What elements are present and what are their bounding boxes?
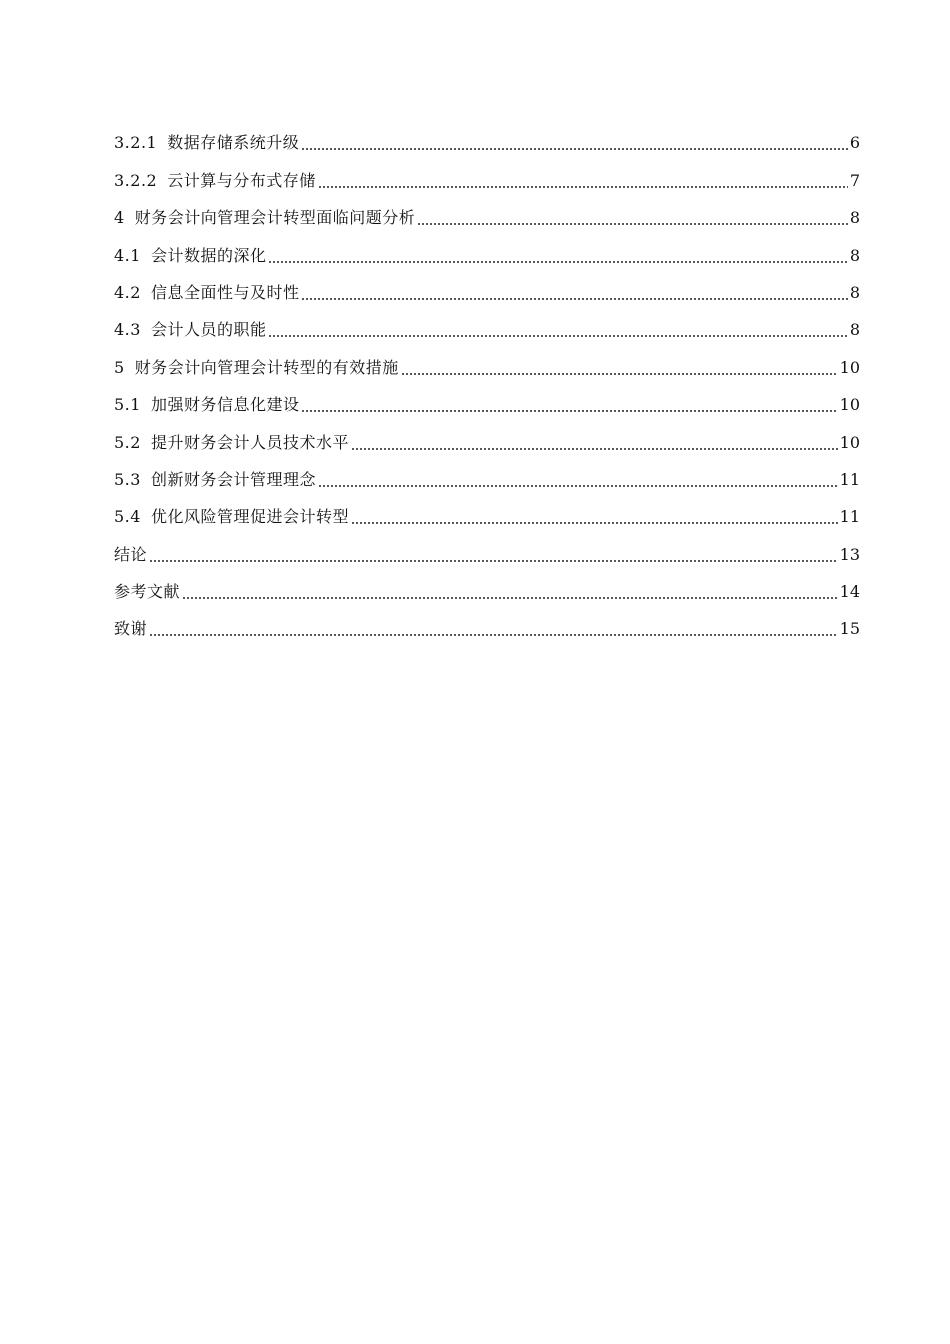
toc-entry[interactable]: [114, 568, 860, 605]
toc-entry-title: 参考文献: [114, 582, 181, 602]
toc-entry-label: [114, 467, 316, 493]
toc-entry-title: 云计算与分布式存储: [167, 170, 316, 190]
toc-entry-label: [114, 430, 349, 456]
toc-entry-page: 8: [849, 208, 860, 228]
toc-entry-title: 优化风险管理促进会计转型: [150, 507, 349, 527]
toc-entry-page: 8: [849, 245, 860, 265]
toc-dot-leader: [351, 448, 838, 450]
toc-entry-number: 4: [114, 208, 125, 228]
toc-entry-title: 数据存储系统升级: [167, 133, 300, 153]
toc-entry[interactable]: [114, 343, 860, 380]
toc-entry-page: 14: [839, 582, 860, 602]
toc-entry-label: [114, 504, 349, 530]
toc-entry-page: 6: [849, 133, 860, 153]
toc-entry-label: [114, 616, 147, 642]
toc-entry-page: 10: [839, 432, 860, 452]
toc-dot-leader: [149, 634, 838, 636]
toc-entry-number: 4.1: [114, 245, 141, 265]
table-of-contents: [114, 119, 860, 642]
toc-entry-title: 会计人员的职能: [150, 320, 267, 340]
toc-entry[interactable]: [114, 231, 860, 268]
toc-entry-number: 5.3: [114, 469, 141, 489]
toc-entry-title: 会计数据的深化: [150, 245, 267, 265]
toc-entry-title: 加强财务信息化建设: [150, 395, 300, 415]
toc-entry-number: 5: [114, 357, 125, 377]
toc-entry-page: 11: [839, 469, 860, 489]
toc-dot-leader: [301, 410, 837, 412]
toc-entry-page: 10: [839, 357, 860, 377]
toc-dot-leader: [149, 560, 838, 562]
toc-entry[interactable]: [114, 194, 860, 231]
toc-dot-leader: [318, 485, 838, 487]
toc-entry-number: 5.4: [114, 507, 141, 527]
toc-entry-page: 15: [839, 619, 860, 639]
toc-entry-page: 8: [849, 282, 860, 302]
toc-entry[interactable]: [114, 605, 860, 642]
toc-entry-label: [114, 130, 299, 156]
toc-entry-title: 财务会计向管理会计转型面临问题分析: [134, 208, 416, 228]
toc-entry-label: [114, 168, 316, 194]
toc-dot-leader: [268, 261, 847, 263]
toc-entry-page: 8: [849, 320, 860, 340]
toc-entry-title: 提升财务会计人员技术水平: [150, 432, 349, 452]
toc-entry-title: 结论: [114, 544, 148, 564]
toc-entry-number: 5.1: [114, 395, 141, 415]
toc-entry-number: 3.2.1: [114, 133, 158, 153]
toc-entry-number: 4.2: [114, 282, 141, 302]
toc-entry-number: 3.2.2: [114, 170, 158, 190]
toc-entry-title: 致谢: [114, 619, 148, 639]
toc-entry[interactable]: [114, 119, 860, 156]
toc-dot-leader: [301, 298, 847, 300]
toc-dot-leader: [401, 373, 838, 375]
toc-entry-label: [114, 579, 180, 605]
toc-entry-label: [114, 243, 266, 269]
toc-dot-leader: [417, 223, 848, 225]
toc-entry-page: 11: [839, 507, 860, 527]
toc-entry[interactable]: [114, 456, 860, 493]
toc-dot-leader: [318, 186, 848, 188]
toc-entry[interactable]: [114, 381, 860, 418]
toc-entry-title: 信息全面性与及时性: [150, 282, 300, 302]
toc-entry-title: 创新财务会计管理理念: [150, 469, 316, 489]
toc-entry[interactable]: [114, 306, 860, 343]
toc-entry[interactable]: [114, 156, 860, 193]
toc-entry-page: 10: [839, 395, 860, 415]
toc-dot-leader: [351, 522, 838, 524]
toc-entry[interactable]: [114, 530, 860, 567]
toc-entry-title: 财务会计向管理会计转型的有效措施: [134, 357, 399, 377]
toc-dot-leader: [301, 148, 848, 150]
toc-entry[interactable]: [114, 493, 860, 530]
toc-entry-label: [114, 317, 266, 343]
toc-entry-label: [114, 205, 415, 231]
toc-entry-label: [114, 392, 299, 418]
toc-entry-label: [114, 280, 299, 306]
toc-entry-label: [114, 542, 147, 568]
toc-entry-number: 5.2: [114, 432, 141, 452]
toc-dot-leader: [182, 597, 838, 599]
toc-entry[interactable]: [114, 269, 860, 306]
toc-entry-page: 7: [849, 170, 860, 190]
toc-dot-leader: [268, 335, 847, 337]
toc-entry-number: 4.3: [114, 320, 141, 340]
toc-entry[interactable]: [114, 418, 860, 455]
toc-entry-label: [114, 355, 399, 381]
toc-entry-page: 13: [839, 544, 860, 564]
